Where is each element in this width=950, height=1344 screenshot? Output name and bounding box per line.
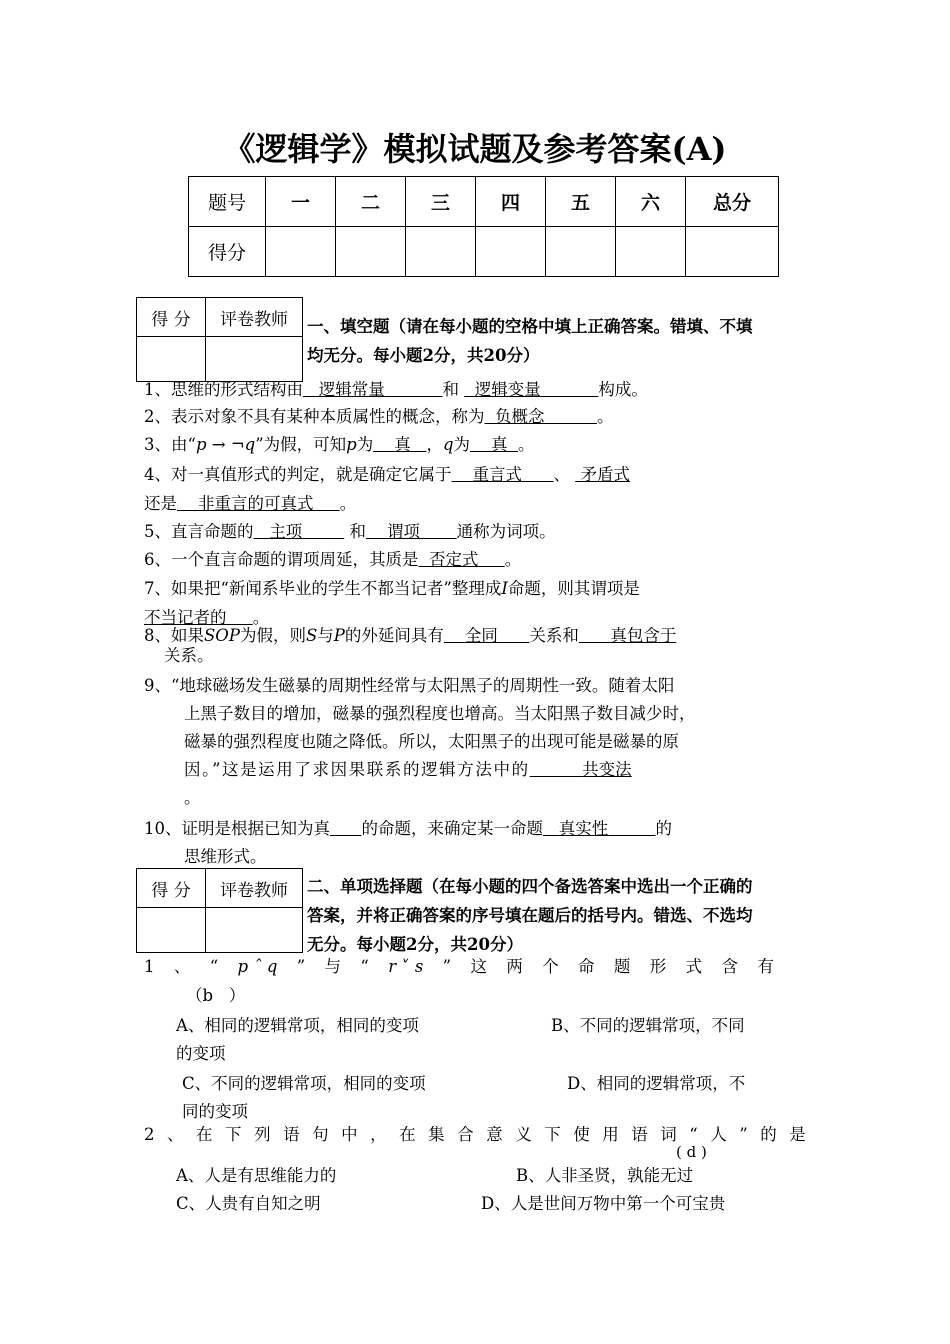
answer-text: 全同 [464, 626, 498, 645]
answer-text: 真 [490, 435, 508, 454]
section1-heading-line: 均无分。每小题2分，共20分） [307, 346, 540, 365]
option-d: D、人是世间万物中第一个可宝贵 [481, 1194, 726, 1213]
q-text: 两 [506, 957, 523, 976]
answer-blank [373, 435, 426, 454]
q-text: ” [296, 957, 306, 976]
score-header-cell: 题号 [189, 177, 266, 227]
q-text: 、 [553, 465, 570, 484]
question-1-6 [144, 547, 521, 572]
grader-teacher-label: 评卷教师 [206, 298, 303, 337]
q-char: 句 [312, 1125, 329, 1144]
answer-blank [575, 465, 630, 484]
q-text: 1 [144, 957, 155, 976]
formula-var: q [442, 435, 454, 454]
grader-score-label: 得 分 [137, 298, 206, 337]
q-text: 含 [721, 957, 738, 976]
q-text: 为 [453, 435, 470, 454]
answer-text: 不当记者的 [144, 608, 227, 627]
score-header-cell: 总分 [686, 177, 779, 227]
q-text: 因。”这是运用了求因果联系的逻辑方法中的 [184, 760, 530, 779]
question-1-5 [144, 519, 556, 544]
answer-text: 矛盾式 [580, 465, 630, 484]
q-char: 下 [225, 1125, 242, 1144]
answer-text: 非重言的可真式 [197, 494, 314, 513]
formula-op: → ¬ [206, 435, 245, 454]
grader-score-cell[interactable] [137, 337, 206, 382]
formula: p ˆ q [237, 957, 278, 976]
q-text: 。 [517, 435, 535, 454]
answer-text: 真实性 [558, 819, 609, 838]
answer-blank [530, 760, 632, 779]
question-2-2-options [176, 1162, 725, 1218]
q-text: 3、由“ [144, 435, 196, 454]
score-cell[interactable] [616, 227, 686, 277]
q-char: 人 [710, 1125, 727, 1144]
q-text: 关系和 [529, 626, 579, 645]
option-b-cont: 的变项 [176, 1044, 226, 1063]
answer-blank [452, 465, 554, 484]
answer-blank [419, 550, 505, 569]
answer-blank [579, 626, 676, 645]
answer-text: 负概念 [495, 407, 545, 426]
q-char: 集 [428, 1125, 445, 1144]
score-cell[interactable] [476, 227, 546, 277]
q-text: 这 [470, 957, 487, 976]
q-char: 词 [660, 1125, 677, 1144]
q-text: 9、“地球磁场发生磁暴的周期性经常与太阳黑子的周期性一致。随着太阳 [144, 676, 675, 695]
page-title: 《逻辑学》模拟试题及参考答案(A) [223, 130, 727, 168]
q-text: 10、证明是根据已知为真 [144, 819, 330, 838]
answer-text: 共变法 [582, 760, 632, 779]
answer-blank [485, 407, 597, 426]
grader-teacher-label: 评卷教师 [206, 869, 303, 908]
score-header-cell: 五 [546, 177, 616, 227]
grader-score-label: 得 分 [137, 869, 206, 908]
answer-blank [303, 380, 442, 399]
answer-blank [366, 522, 457, 541]
option-d-cont: 同的变项 [182, 1102, 248, 1121]
q-text: 与 [324, 957, 342, 976]
q-char: 意 [486, 1125, 503, 1144]
answer-text: 主项 [269, 522, 303, 541]
formula-var: q [244, 435, 256, 454]
q-text: “ [360, 957, 369, 976]
score-cell[interactable] [336, 227, 406, 277]
q-char: 在 [196, 1125, 213, 1144]
section2-heading-line: 答案，并将正确答案的序号填在题后的括号内。错选、不选均 [307, 906, 753, 925]
q-text: 、 [173, 957, 191, 976]
section2-heading-line: 无分。每小题2分，共20分） [307, 935, 523, 954]
q-text: 6、一个直言命题的谓项周延，其质是 [144, 550, 419, 569]
score-cell[interactable] [546, 227, 616, 277]
answer-text: 谓项 [386, 522, 420, 541]
q-text: 。 [339, 494, 357, 513]
answer-blank [543, 819, 655, 838]
q-text: 磁暴的强烈程度也随之降低。所以，太阳黑子的出现可能是磁暴的原 [184, 732, 679, 751]
answer-text: 逻辑常量 [318, 380, 385, 399]
q-text: ”为假，可知 [255, 435, 347, 454]
option-a: A、相同的逻辑常项，相同的变项 [176, 1016, 419, 1035]
option-c: C、人贵有自知之明 [176, 1194, 321, 1213]
answer-blank [470, 435, 518, 454]
q-text: 。 [504, 550, 522, 569]
q-text: 与 [317, 626, 334, 645]
grader-teacher-cell[interactable] [206, 908, 303, 953]
section1-heading-line: 一、填空题（请在每小题的空格中填上正确答案。错填、不填 [307, 317, 753, 336]
q-char: “ [689, 1125, 698, 1144]
answer-text: 重言式 [472, 465, 522, 484]
question-2-1-options [176, 1012, 745, 1126]
section1-heading [307, 312, 753, 370]
grader-teacher-cell[interactable] [206, 337, 303, 382]
score-header-cell: 六 [616, 177, 686, 227]
score-cell[interactable] [686, 227, 779, 277]
q-char: 下 [544, 1125, 561, 1144]
q-char: 在 [399, 1125, 416, 1144]
question-1-2 [144, 404, 613, 429]
formula-var: I [501, 579, 508, 598]
q-text: 上黑子数目的增加，磁暴的强烈程度也增高。当太阳黑子数目减少时， [184, 704, 696, 723]
score-table-header-row [189, 177, 779, 227]
grader-box-section2 [136, 868, 303, 953]
answer-paren: （b ） [186, 986, 246, 1005]
q-text: 2、表示对象不具有某种本质属性的概念，称为 [144, 407, 485, 426]
q-text: 的 [655, 819, 672, 838]
score-table-score-row [189, 227, 779, 277]
answer-blank [330, 819, 361, 838]
score-row-label: 得分 [189, 227, 266, 277]
option-c: C、不同的逻辑常项，相同的变项 [182, 1074, 426, 1093]
q-char: 列 [254, 1125, 271, 1144]
formula-var: SOP [204, 626, 240, 645]
q-char: ” [739, 1125, 748, 1144]
q-text: 题 [613, 957, 631, 976]
q-text: 形 [649, 957, 667, 976]
score-header-cell: 二 [336, 177, 406, 227]
q-text: 7、如果把“新闻系毕业的学生不都当记者”整理成 [144, 579, 502, 598]
formula-var: p [346, 435, 357, 454]
q-char: 用 [602, 1125, 619, 1144]
q-text: 。 [252, 608, 270, 627]
q-text: 还是 [144, 494, 177, 513]
option-b: B、不同的逻辑常项，不同 [551, 1016, 745, 1035]
answer-text: 逻辑变量 [474, 380, 541, 399]
score-header-cell: 一 [266, 177, 336, 227]
section2-heading [307, 872, 753, 959]
q-text: 4、对一真值形式的判定，就是确定它属于 [144, 465, 452, 484]
q-text: 通称为词项。 [456, 522, 556, 541]
answer-blank [464, 380, 598, 399]
q-text: 式 [685, 957, 703, 976]
grader-score-cell[interactable] [137, 908, 206, 953]
q-text: 为假，则 [239, 626, 306, 645]
question-1-8 [144, 626, 676, 666]
question-1-4 [144, 462, 630, 516]
formula: r ˅ s [388, 957, 424, 976]
answer-text: 真 [394, 435, 411, 454]
q-char: 中 [341, 1125, 358, 1144]
question-1-7 [144, 576, 640, 630]
question-1-9 [144, 672, 696, 812]
answer-blank [254, 522, 345, 541]
q-char: 、 [167, 1125, 184, 1144]
q-text: ， [426, 435, 443, 454]
question-1-3 [144, 432, 534, 457]
question-1-1 [144, 377, 648, 402]
answer-blank [177, 494, 340, 513]
q-text: 个 [542, 957, 559, 976]
formula-var: P [333, 626, 345, 645]
q-text: 5、直言命题的 [144, 522, 254, 541]
score-cell[interactable] [406, 227, 476, 277]
answer-blank [144, 608, 253, 627]
q-text: 的外延间具有 [344, 626, 444, 645]
q-text: 关系。 [164, 646, 214, 665]
q-text: 命题，则其谓项是 [507, 579, 640, 598]
q-char: ， [370, 1125, 387, 1144]
q-char: 语 [631, 1125, 648, 1144]
q-text: 1、思维的形式结构由 [144, 380, 303, 399]
q-text: 。 [596, 407, 614, 426]
option-d: D、相同的逻辑常项，不 [567, 1074, 746, 1093]
q-char: 是 [789, 1125, 806, 1144]
formula-var: p [195, 435, 207, 454]
q-char: 合 [457, 1125, 474, 1144]
option-a: A、人是有思维能力的 [176, 1166, 337, 1185]
q-text: 有 [757, 957, 774, 976]
score-cell[interactable] [266, 227, 336, 277]
q-char: 使 [573, 1125, 590, 1144]
q-text: 命 [578, 957, 595, 976]
option-b: B、人非圣贤，孰能无过 [516, 1166, 694, 1185]
q-text: 为 [356, 435, 374, 454]
grader-box-section1 [136, 297, 303, 382]
q-char: 语 [283, 1125, 300, 1144]
q-text: 。 [184, 788, 201, 807]
q-text: “ [209, 957, 219, 976]
q-text: 构成。 [598, 380, 648, 399]
q-text: 的命题，来确定某一命题 [361, 819, 543, 838]
score-header-cell: 三 [406, 177, 476, 227]
answer-blank [444, 626, 529, 645]
question-1-10 [144, 815, 672, 871]
answer-text: 否定式 [429, 550, 479, 569]
q-text: 和 [349, 522, 366, 541]
formula-var: S [305, 626, 318, 645]
answer-text: 真包含于 [610, 626, 677, 645]
q-char: 的 [760, 1125, 777, 1144]
q-text: ” [442, 957, 452, 976]
q-char: 2 [144, 1125, 155, 1144]
score-header-cell: 四 [476, 177, 546, 227]
q-char: 义 [515, 1125, 532, 1144]
q-text: 和 [442, 380, 459, 399]
section2-heading-line: 二、单项选择题（在每小题的四个备选答案中选出一个正确的 [307, 877, 753, 896]
answer-paren: ( d ) [676, 1143, 707, 1161]
q-text: 8、如果 [144, 626, 204, 645]
question-2-1 [144, 954, 774, 1008]
score-table [188, 176, 779, 277]
q-text: 思维形式。 [184, 847, 267, 866]
